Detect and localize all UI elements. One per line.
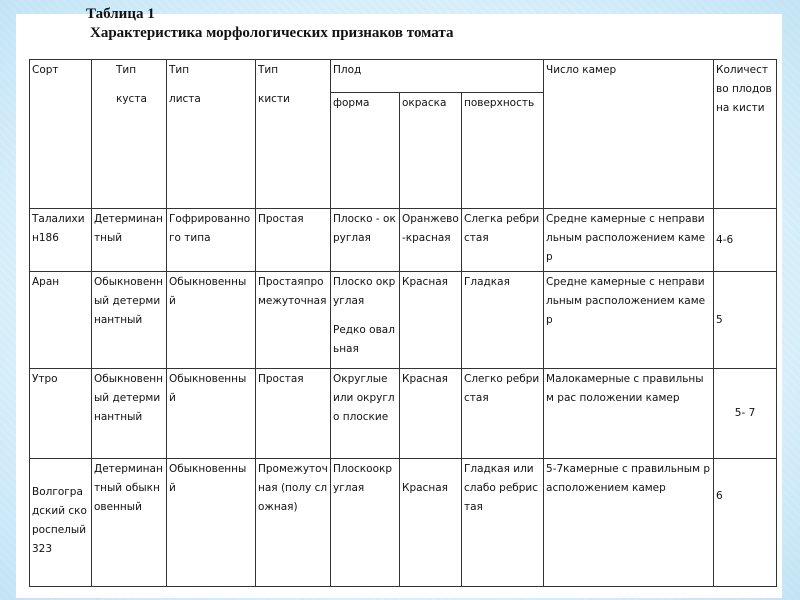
table-row: [30, 209, 777, 272]
cell-surface: Слегка ребристая: [462, 209, 544, 272]
header-fruit: Плод: [331, 60, 544, 93]
table-row: [30, 369, 777, 459]
cell-chambers: 5-7камерные с правильным расположением камер: [544, 459, 714, 587]
cell-bush: Детерминантный обыкновенный: [92, 459, 167, 587]
header-bush-type: Тип куста: [92, 60, 167, 209]
cell-bush: Обыкновенный детерминантный: [92, 369, 167, 459]
tomato-traits-table: [29, 59, 777, 587]
cell-count: 5: [714, 272, 777, 369]
cell-leaf: Обыкновенный: [167, 459, 256, 587]
cell-color: Красная: [400, 369, 462, 459]
cell-cluster: Простая: [256, 209, 331, 272]
cell-sort: Талалихин186: [30, 209, 92, 272]
header-fruit-surface: поверхность: [462, 93, 544, 209]
header-sort: Сорт: [30, 60, 92, 209]
header-fruit-shape: форма: [331, 93, 400, 209]
cell-leaf: Обыкновенный: [167, 369, 256, 459]
cell-color: Красная: [400, 272, 462, 369]
cell-chambers: Средне камерные с неправильным расположением камер: [544, 209, 714, 272]
cell-sort: Утро: [30, 369, 92, 459]
cell-leaf: Гофрированного типа: [167, 209, 256, 272]
cell-shape: Плоско - округлая: [331, 209, 400, 272]
cell-sort: Аран: [30, 272, 92, 369]
cell-cluster: Простаяпромежуточная: [256, 272, 331, 369]
cell-surface: Гладкая: [462, 272, 544, 369]
cell-count: 6: [714, 459, 777, 587]
cell-color: Оранжево-красная: [400, 209, 462, 272]
cell-shape: Округлые или округло плоские: [331, 369, 400, 459]
table-row: [30, 272, 777, 369]
table-row: [30, 459, 777, 587]
cell-color: Красная: [400, 459, 462, 587]
header-chambers: Число камер: [544, 60, 714, 209]
cell-cluster: Промежуточная (полу сложная): [256, 459, 331, 587]
cell-count: 4-6: [714, 209, 777, 272]
header-leaf-type: Тип листа: [167, 60, 256, 209]
cell-sort: Волгоградский скороспелый 323: [30, 459, 92, 587]
cell-shape: Плоскоокруглая: [331, 459, 400, 587]
cell-surface: Слегко ребристая: [462, 369, 544, 459]
header-fruit-color: окраска: [400, 93, 462, 209]
cell-bush: Детерминантный: [92, 209, 167, 272]
cell-chambers: Малокамерные с правильным рас положении камер: [544, 369, 714, 459]
header-row-1: [30, 60, 777, 93]
cell-count: 5- 7: [714, 369, 777, 459]
header-cluster-type: Тип кисти: [256, 60, 331, 209]
cell-shape: Плоско округлая Редко овальная: [331, 272, 400, 369]
cell-cluster: Простая: [256, 369, 331, 459]
table-number: Таблица 1: [86, 6, 155, 22]
table-title: Характеристика морфологических признаков томата: [90, 25, 454, 41]
header-fruits-per-cluster: Количество плодов на кисти: [714, 60, 777, 209]
cell-chambers: Средне камерные с неправильным расположением камер: [544, 272, 714, 369]
cell-leaf: Обыкновенный: [167, 272, 256, 369]
cell-surface: Гладкая или слабо ребристая: [462, 459, 544, 587]
cell-bush: Обыкновенный детерминантный: [92, 272, 167, 369]
